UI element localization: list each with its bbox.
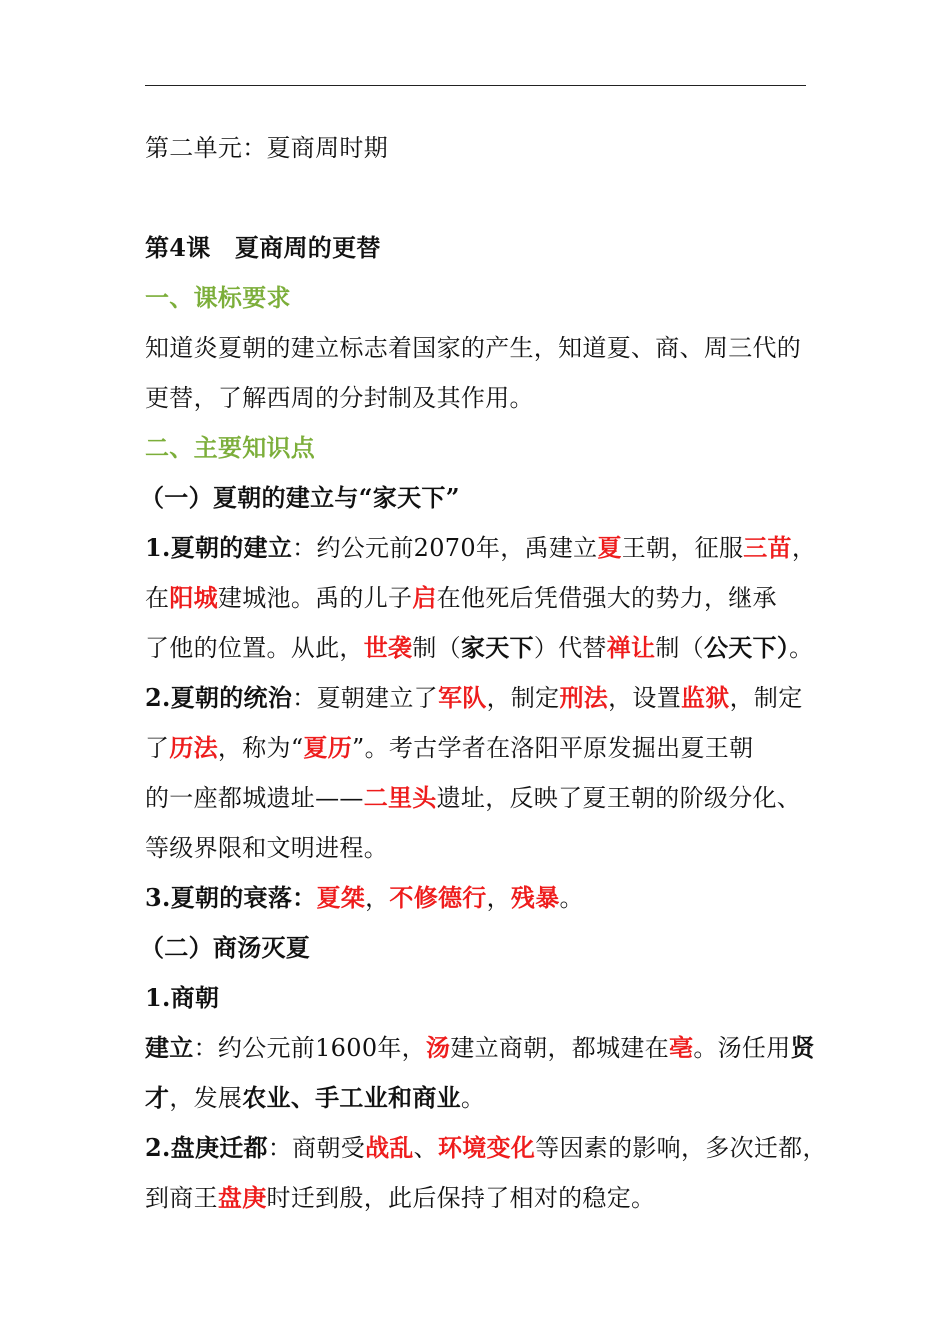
- paragraph-line: [145, 732, 753, 764]
- text-run: ，制定: [486, 684, 560, 712]
- text-run: ）代替: [533, 634, 607, 662]
- keyword: 二里头: [363, 783, 437, 812]
- keyword: 世袭: [363, 633, 413, 662]
- keyword: 阳城: [169, 583, 218, 612]
- text-run: ”。考古学者在洛阳平原发掘出夏王朝: [352, 734, 754, 762]
- text-run: 。: [559, 884, 584, 912]
- lesson-title: 第4课 夏商周的更替: [145, 233, 381, 262]
- text-run: ：夏朝建立了: [292, 684, 438, 712]
- text-run: 。: [789, 634, 814, 662]
- header-rule: [145, 85, 806, 86]
- paragraph-line: [145, 532, 816, 564]
- keyword: 刑法: [559, 683, 609, 712]
- keyword: 夏历: [303, 733, 353, 762]
- subsection-heading-shang: （二）商汤灭夏: [140, 933, 311, 962]
- paragraph-line: 等级界限和文明进程。: [145, 834, 388, 862]
- text-run: ：约公元前1600年，: [193, 1034, 426, 1062]
- keyword: 启: [412, 583, 437, 612]
- paragraph-line: [145, 682, 803, 714]
- text-run: 的一座都城遗址——: [145, 784, 364, 812]
- text-run: ，: [365, 884, 390, 912]
- curriculum-text-line-2: 更替，了解西周的分封制及其作用。: [145, 384, 534, 412]
- keyword: 监狱: [681, 683, 730, 712]
- paragraph-line: [145, 782, 801, 814]
- keyword: 夏: [597, 533, 622, 562]
- keyword: 军队: [437, 683, 487, 712]
- keyword: 环境变化: [437, 1133, 536, 1162]
- text-run: 到商王: [145, 1184, 218, 1212]
- keyword: 汤: [426, 1033, 451, 1062]
- section-heading-knowledge: 二、主要知识点: [145, 433, 316, 462]
- bold-term: 家天下: [460, 633, 534, 662]
- text-run: 、: [413, 1134, 438, 1162]
- text-run: ，设置: [608, 684, 681, 712]
- text-run: 。: [460, 1084, 486, 1112]
- text-run: 王朝，征服: [621, 534, 744, 562]
- keyword: 历法: [169, 733, 218, 762]
- text-run: 建城池。禹的儿子: [217, 584, 413, 612]
- text-run: 建立商朝，都城建在: [450, 1034, 670, 1062]
- text-run: ：商朝受: [267, 1134, 366, 1162]
- paragraph-line: [145, 1032, 815, 1064]
- text-run: 了他的位置。从此，: [145, 634, 364, 662]
- paragraph-line: [145, 882, 584, 914]
- item-heading-shang-dynasty: 1.商朝: [145, 983, 220, 1012]
- text-run: 等因素的影响，多次迁都，: [535, 1134, 827, 1162]
- keyword: 禅让: [606, 633, 656, 662]
- keyword: 盘庚: [217, 1183, 267, 1212]
- item-label: 3.夏朝的衰落：: [145, 883, 317, 912]
- keyword: 不修德行: [389, 883, 487, 912]
- paragraph-line: [145, 1082, 485, 1114]
- item-label: 2.夏朝的统治: [145, 683, 293, 712]
- item-label: 建立: [145, 1033, 194, 1062]
- keyword: 残暴: [510, 883, 560, 912]
- text-run: ，: [486, 884, 511, 912]
- curriculum-text-line-1: 知道炎夏朝的建立标志着国家的产生，知道夏、商、周三代的: [145, 334, 802, 362]
- keyword: 夏桀: [316, 883, 366, 912]
- text-run: 在他死后凭借强大的势力，继承: [436, 584, 777, 612]
- bold-term: 公天下）: [703, 633, 790, 662]
- paragraph-line: [145, 1182, 655, 1214]
- bold-term: 才: [145, 1083, 170, 1112]
- paragraph-line: [145, 632, 813, 664]
- keyword: 亳: [669, 1033, 694, 1062]
- item-label: 1.夏朝的建立: [145, 533, 293, 562]
- bold-term: 贤: [790, 1033, 815, 1062]
- unit-title: 第二单元：夏商周时期: [145, 134, 388, 162]
- subsection-heading-xia: （一）夏朝的建立与“家天下”: [140, 483, 460, 512]
- text-run: ，: [791, 534, 817, 562]
- text-run: 了: [145, 734, 170, 762]
- paragraph-line: [145, 1132, 827, 1164]
- text-run: ，发展: [169, 1084, 243, 1112]
- keyword: 战乱: [365, 1133, 414, 1162]
- text-run: ，称为“: [217, 734, 304, 762]
- text-run: 遗址，反映了夏王朝的阶级分化、: [436, 784, 802, 812]
- text-run: 在: [145, 584, 170, 612]
- item-label: 2.盘庚迁都: [145, 1133, 268, 1162]
- text-run: ，制定: [729, 684, 803, 712]
- text-run: 制（: [655, 634, 704, 662]
- text-run: 时迁到殷，此后保持了相对的稳定。: [266, 1184, 656, 1212]
- text-run: ：约公元前2070年，禹建立: [292, 534, 598, 562]
- keyword: 三苗: [743, 533, 792, 562]
- section-heading-curriculum: 一、课标要求: [145, 283, 291, 312]
- paragraph-line: [145, 582, 777, 614]
- text-run: 。汤任用: [693, 1034, 791, 1062]
- bold-term: 农业、手工业和商业: [242, 1083, 461, 1112]
- text-run: 制（: [412, 634, 461, 662]
